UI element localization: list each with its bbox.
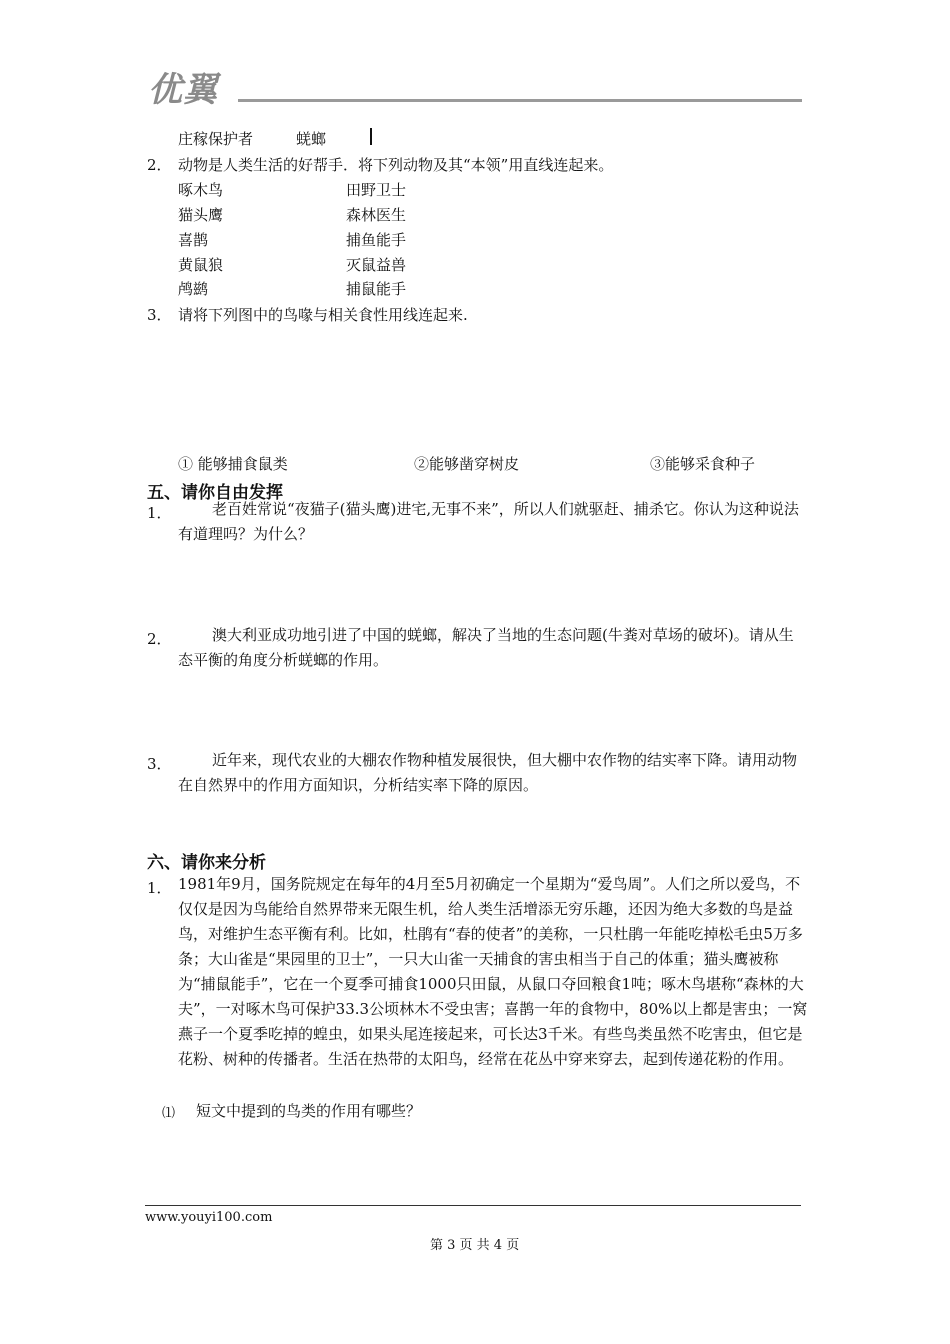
s5-q1-text: 老百姓常说“夜猫子(猫头鹰)进宅,无事不来”，所以人们就驱赶、捕杀它。你认为这种说法有道理吗？为什么？ bbox=[178, 500, 799, 543]
s6-sub-question: 短文中提到的鸟类的作用有哪些？ bbox=[196, 1102, 422, 1120]
animal-item: 啄木鸟 bbox=[178, 181, 224, 199]
text-cursor bbox=[370, 128, 372, 145]
s5-q2-number: 2． bbox=[147, 630, 172, 648]
beak-option: ②能够凿穿树皮 bbox=[414, 455, 520, 473]
animal-item: 黄鼠狼 bbox=[178, 256, 224, 274]
s6-q1-number: 1． bbox=[147, 879, 172, 897]
s6-passage: 1981年9月，国务院规定在每年的4月至5月初确定一个星期为“爱鸟周”。人们之所以爱鸟，不仅仅是因为鸟能给自然界带来无限生机，给人类生活增添无穷乐趣，还因为绝大多数的鸟是益鸟，对维护生态平衡有利。比如，杜鹃有“春的使者”的美称，一只杜鹃一年能吃掉松毛虫5万多条；大山雀是“果园里的卫士”，一只大山雀一天捕食的害虫相当于自己的体重；猫头鹰被称为“捕鼠能手”，它在一个夏季可捕食1000只田鼠，从鼠口夺回粮食1吨；啄木鸟堪称“森林的大夫”，一对啄木鸟可保护33.3公顷林木不受虫害；喜鹊一年的食物中，80%以上都是害虫；一窝燕子一个夏季吃掉的蝗虫，如果头尾连接起来，可长达3千米。有些鸟类虽然不吃害虫，但它是花粉、树种的传播者。生活在热带的太阳鸟，经常在花丛中穿来穿去，起到传递花粉的作用。 bbox=[178, 875, 808, 1068]
section-5-title: 五、请你自由发挥 bbox=[147, 483, 283, 503]
beak-option: ① 能够捕食鼠类 bbox=[178, 455, 288, 473]
match-left: 庄稼保护者 bbox=[178, 130, 254, 148]
animal-item: 鸬鹚 bbox=[178, 280, 209, 298]
s5-q3-text: 近年来，现代农业的大棚农作物种植发展很快，但大棚中农作物的结实率下降。请用动物在自然界中的作用方面知识，分析结实率下降的原因。 bbox=[178, 751, 798, 794]
s5-q1-number: 1． bbox=[147, 504, 172, 522]
s5-q3-number: 3． bbox=[147, 755, 172, 773]
section-6-title: 六、请你来分析 bbox=[147, 853, 266, 873]
role-item: 灭鼠益兽 bbox=[346, 256, 407, 274]
q2-number: 2． bbox=[147, 156, 172, 174]
animal-item: 喜鹊 bbox=[178, 231, 209, 249]
s6-sub-number: ⑴ bbox=[162, 1106, 176, 1121]
q3-number: 3． bbox=[147, 306, 172, 324]
beak-option: ③能够采食种子 bbox=[650, 455, 756, 473]
q3-text: 请将下列图中的鸟喙与相关食性用线连起来. bbox=[178, 306, 468, 324]
page-number: 第 3 页 共 4 页 bbox=[430, 1238, 520, 1253]
s5-q2-text: 澳大利亚成功地引进了中国的蜣螂，解决了当地的生态问题(牛粪对草场的破坏)。请从生态平衡的角度分析蜣螂的作用。 bbox=[178, 626, 794, 669]
role-item: 捕鱼能手 bbox=[346, 231, 407, 249]
q2-text: 动物是人类生活的好帮手．将下列动物及其“本领”用直线连起来。 bbox=[178, 156, 614, 174]
footer-rule bbox=[145, 1205, 801, 1206]
brand-logo: 优翼 bbox=[148, 70, 218, 110]
footer-url: www.youyi100.com bbox=[145, 1210, 273, 1225]
animal-item: 猫头鹰 bbox=[178, 206, 224, 224]
role-item: 田野卫士 bbox=[346, 181, 407, 199]
role-item: 捕鼠能手 bbox=[346, 280, 407, 298]
match-right: 蜣螂 bbox=[296, 130, 327, 148]
role-item: 森林医生 bbox=[346, 206, 407, 224]
header-rule bbox=[238, 99, 802, 102]
